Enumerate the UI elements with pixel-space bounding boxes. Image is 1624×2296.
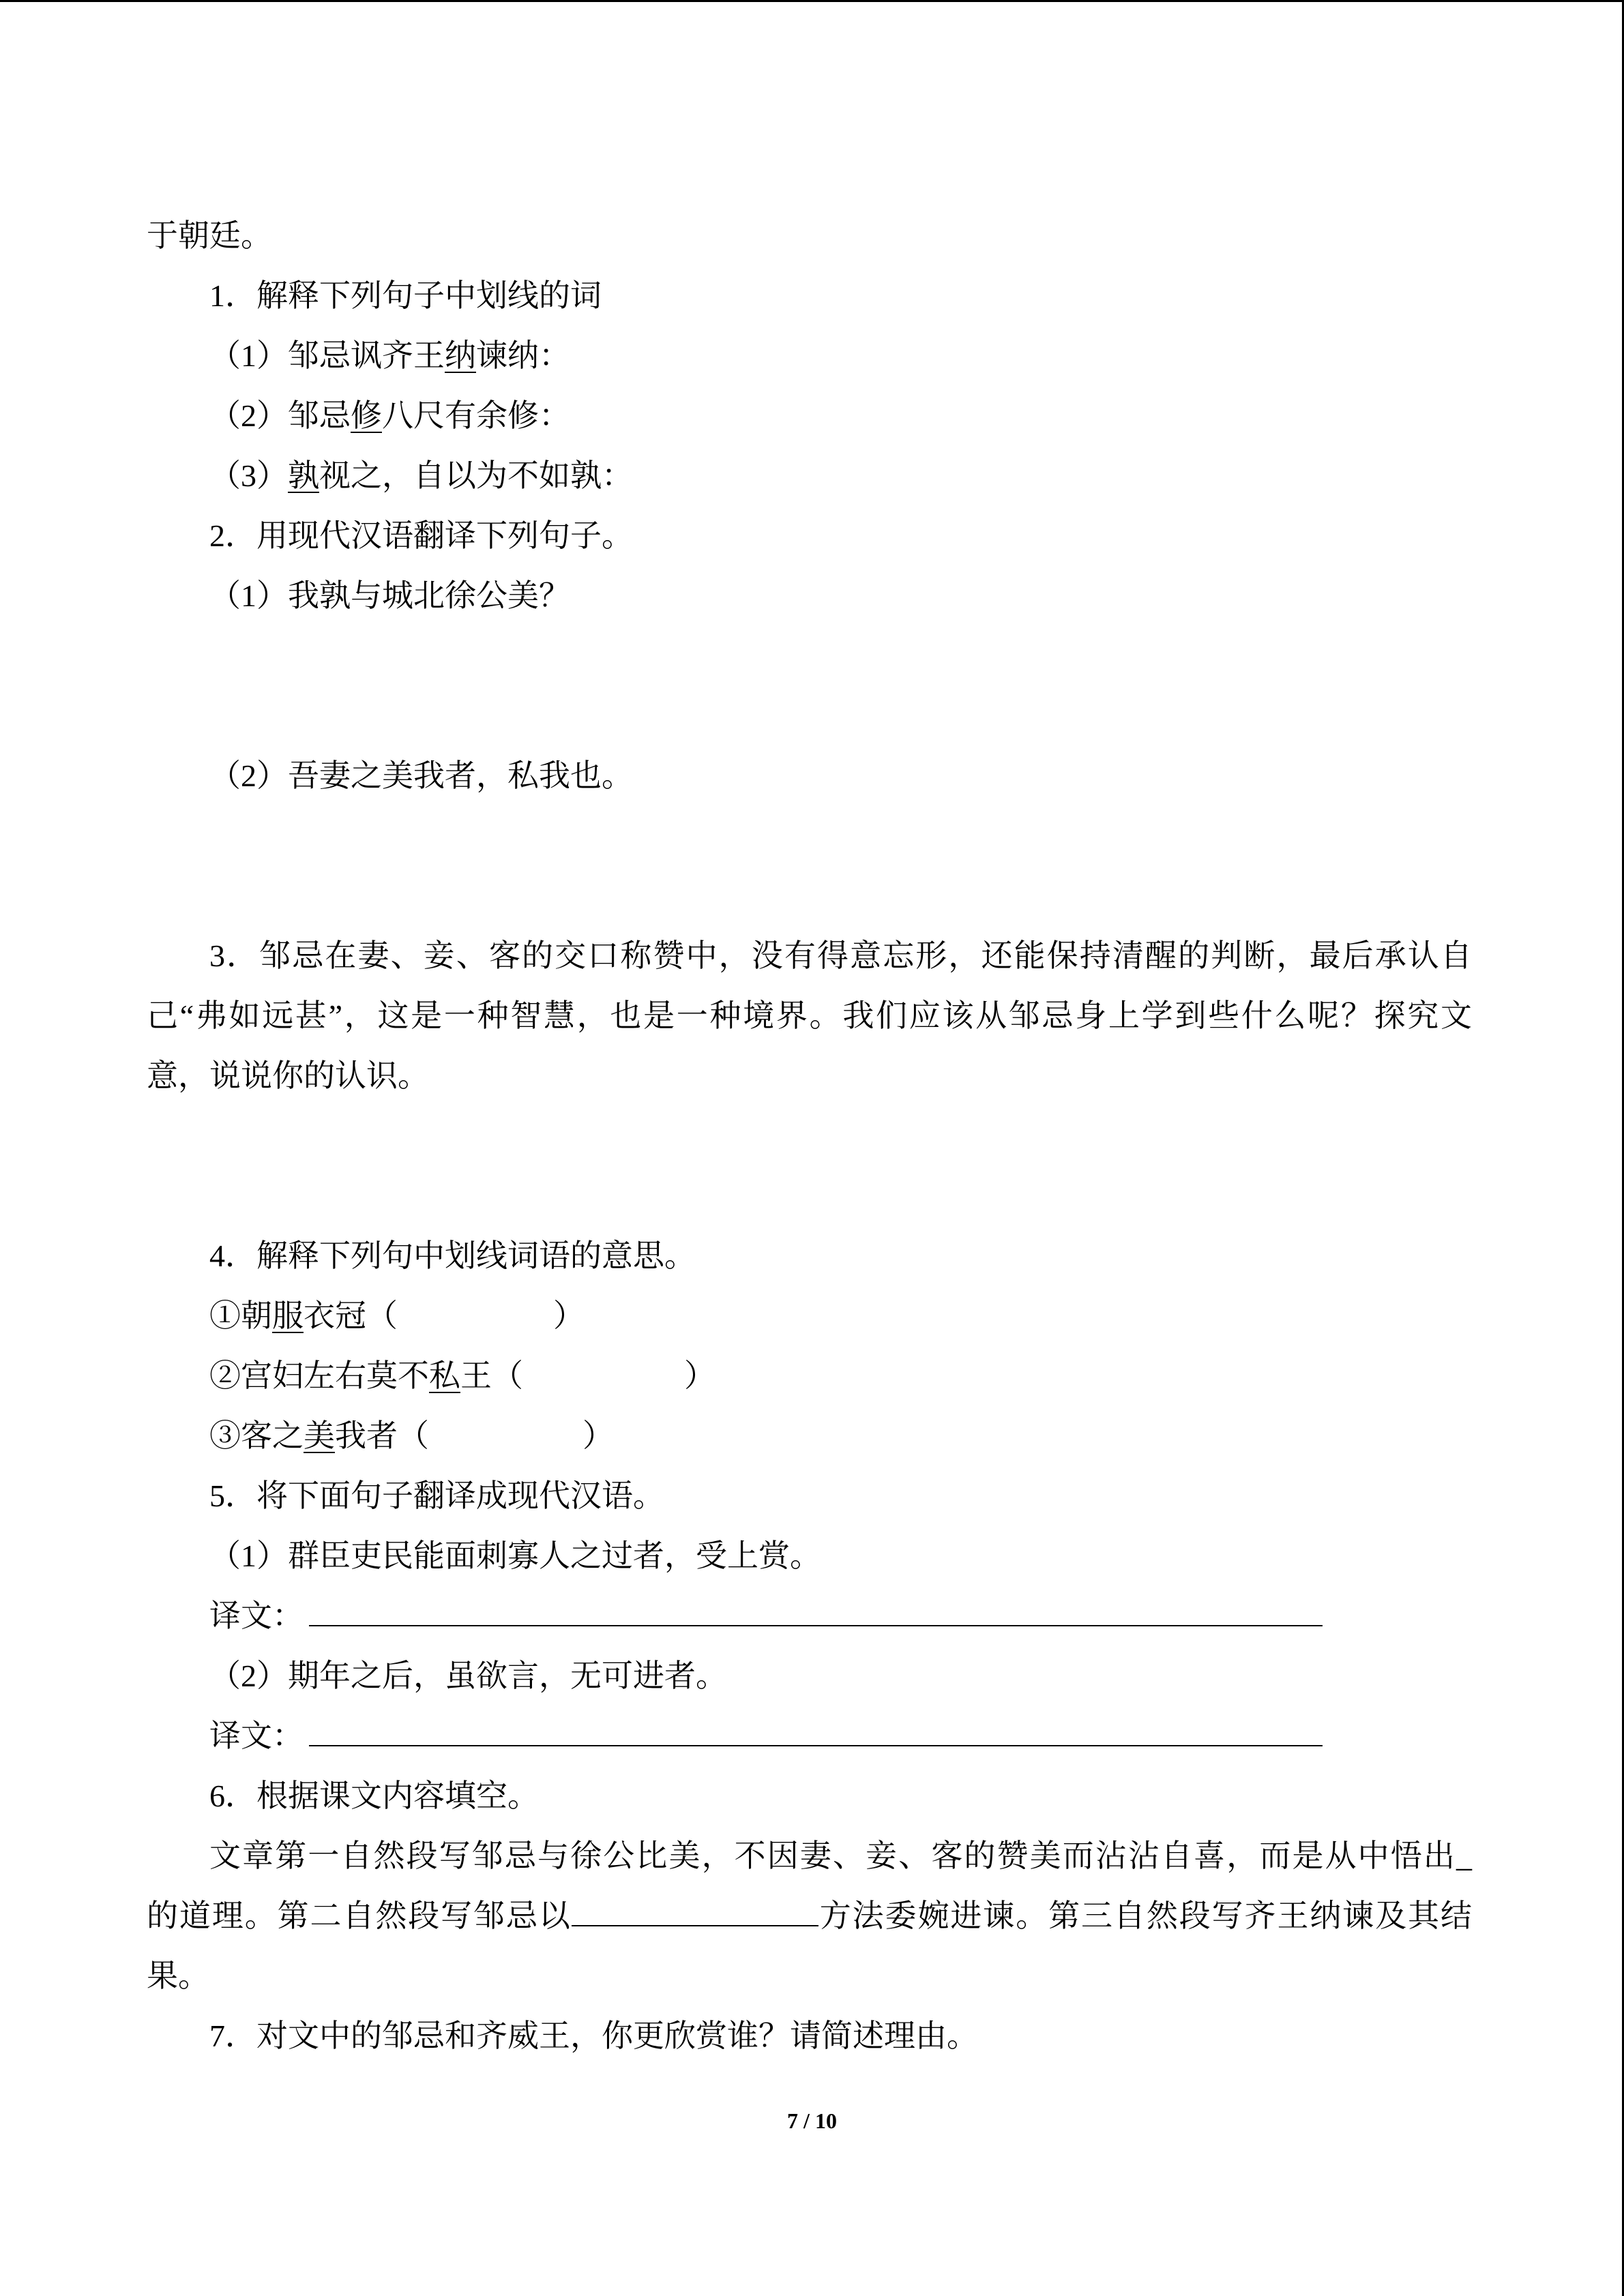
answer-label: 译文： (209, 1718, 304, 1753)
answer-label: 译文： (209, 1598, 304, 1633)
answer-space (147, 1166, 1472, 1226)
question-5-answer-1 (147, 1586, 1472, 1646)
item-text: 的道理。第二自然段写邹忌以 (147, 1898, 572, 1933)
question-1-item-2 (147, 386, 1472, 446)
underlined-word: 服 (272, 1298, 304, 1333)
closing-paren: ） (582, 1418, 614, 1453)
fill-in-blank (572, 1905, 818, 1926)
question-2-item-2: （2）吾妻之美我者，私我也。 (209, 758, 633, 793)
item-text: 方法委婉进谏。第三自然段写齐王纳谏及其结 (818, 1898, 1473, 1933)
question-5-sentence-2: （2）期年之后，虽欲言，无可进者。 (209, 1658, 727, 1693)
page-number: 7 / 10 (787, 2108, 837, 2133)
question-6-line-2 (147, 1886, 1472, 1946)
answer-space (147, 806, 1472, 866)
question-2-item-1: （1）我孰与城北徐公美？ (209, 578, 570, 613)
question-1-item-1 (147, 326, 1472, 386)
answer-blank (523, 1380, 684, 1386)
answer-underline (309, 1725, 1323, 1746)
answer-space (147, 1106, 1472, 1166)
question-1-item-3 (147, 446, 1472, 506)
item-text: 谏纳： (476, 338, 570, 373)
question-4-item-1 (147, 1286, 1472, 1346)
question-5-answer-2 (147, 1706, 1472, 1766)
passage-tail: 于朝廷。 (147, 218, 272, 253)
question-3-line-3: 意，说说你的认识。 (147, 1058, 429, 1093)
underlined-word: 私 (429, 1358, 460, 1393)
closing-paren: ） (684, 1358, 715, 1393)
worksheet-content (147, 206, 1472, 2066)
answer-space (147, 686, 1472, 746)
question-5-title: 5．将下面句子翻译成现代汉语。 (209, 1478, 664, 1513)
question-7-title: 7．对文中的邹忌和齐威王，你更欣赏谁？请简述理由。 (209, 2018, 978, 2053)
answer-space (147, 866, 1472, 926)
item-text: 衣冠（ (304, 1298, 398, 1333)
question-6-line-1: 文章第一自然段写邹忌与徐公比美，不因妻、妾、客的赞美而沾沾自喜，而是从中悟出_ (209, 1838, 1472, 1873)
question-4-item-2 (147, 1346, 1472, 1406)
question-4-item-3 (147, 1406, 1472, 1466)
question-3-line-1: 3．邹忌在妻、妾、客的交口称赞中，没有得意忘形，还能保持清醒的判断，最后承认自 (209, 938, 1472, 973)
closing-paren: ） (553, 1298, 585, 1333)
question-1-title: 1．解释下列句子中划线的词 (209, 278, 602, 313)
item-text: ①朝 (209, 1298, 272, 1333)
item-text: 王（ (460, 1358, 523, 1393)
answer-blank (398, 1320, 553, 1326)
question-4-title: 4．解释下列句中划线词语的意思。 (209, 1238, 696, 1273)
question-5-sentence-1: （1）群臣吏民能面刺寡人之过者，受上赏。 (209, 1538, 821, 1573)
item-text: 我者（ (335, 1418, 429, 1453)
item-text: 八尺有余修： (382, 398, 570, 433)
underlined-word: 修 (351, 398, 382, 433)
answer-blank (429, 1440, 582, 1446)
question-3-line-2: 己“弗如远甚”，这是一种智慧，也是一种境界。我们应该从邹忌身上学到些什么呢？探究文 (147, 998, 1472, 1033)
answer-space (147, 626, 1472, 686)
item-text: ③客之 (209, 1418, 304, 1453)
underlined-word: 孰 (288, 458, 319, 493)
answer-underline (309, 1605, 1323, 1626)
item-text: （2）邹忌 (209, 398, 351, 433)
question-2-title: 2．用现代汉语翻译下列句子。 (209, 518, 633, 553)
underlined-word: 纳 (445, 338, 476, 373)
item-text: ②宫妇左右莫不 (209, 1358, 429, 1393)
question-6-line-3: 果。 (147, 1958, 209, 1993)
question-6-title: 6．根据课文内容填空。 (209, 1778, 539, 1813)
item-text: （1）邹忌讽齐王 (209, 338, 445, 373)
item-text: 视之，自以为不如孰： (319, 458, 633, 493)
item-text: （3） (209, 458, 288, 493)
underlined-word: 美 (304, 1418, 335, 1453)
